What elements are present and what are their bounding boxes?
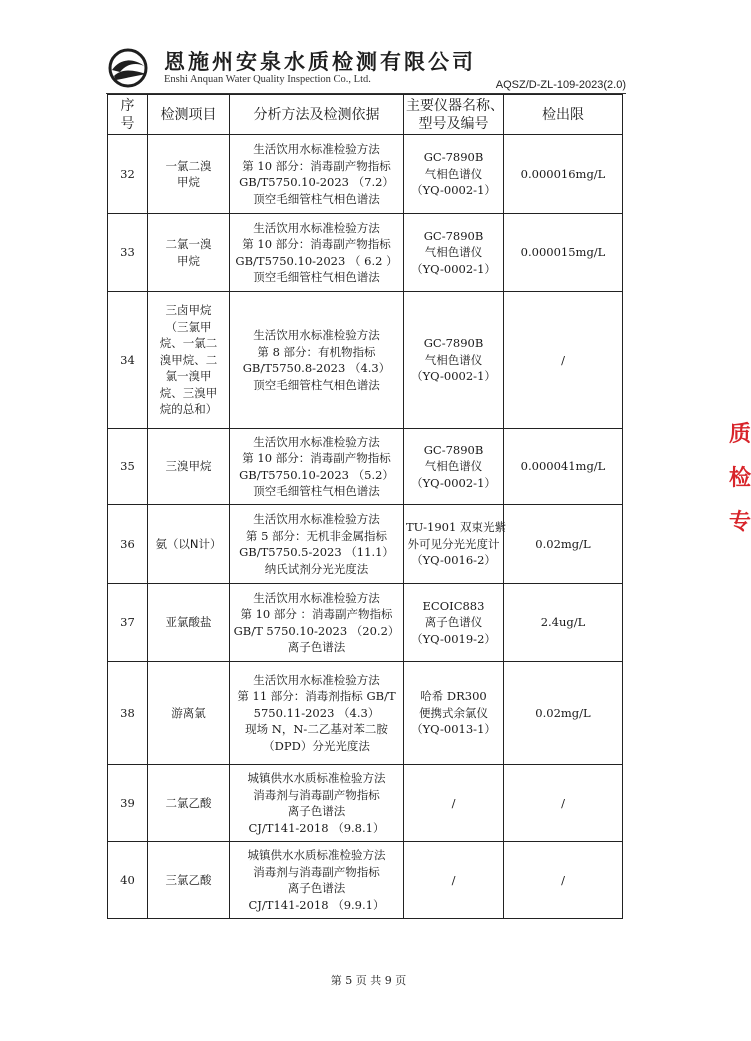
instrument-info: 哈希 DR300 便携式余氯仪 （YQ-0013-1） (404, 662, 504, 765)
table-header-row (108, 95, 623, 135)
header-no: 序 号 (108, 95, 148, 135)
detection-limit: 0.000016mg/L (504, 135, 623, 214)
row-number: 37 (108, 584, 148, 662)
row-number: 34 (108, 292, 148, 429)
method-basis: 生活饮用水标准检验方法 第 8 部分：有机物指标 GB/T5750.8-2023 （4.3） 顶空毛细管柱气相色谱法 (230, 292, 404, 429)
detection-limit: / (504, 842, 623, 919)
method-basis: 生活饮用水标准检验方法 第 10 部分 ：消毒副产物指标 GB/T 5750.10-2023 （20.2） 离子色谱法 (230, 584, 404, 662)
company-name-cn: 恩施州安泉水质检测有限公司 (164, 49, 476, 74)
row-number: 32 (108, 135, 148, 214)
test-item: 三卤甲烷 （三氯甲 烷、一氯二 溴甲烷、二 氯一溴甲 烷、三溴甲 烷的总和） (148, 292, 230, 429)
method-basis: 城镇供水水质标准检验方法 消毒剂与消毒副产物指标 离子色谱法 CJ/T141-2018 （9.8.1） (230, 765, 404, 842)
row-number: 33 (108, 214, 148, 292)
company-logo-icon (106, 48, 152, 88)
instrument-info: GC-7890B 气相色谱仪 （YQ-0002-1） (404, 429, 504, 505)
header-method: 分析方法及检测依据 (230, 95, 404, 135)
instrument-info: / (404, 842, 504, 919)
detection-limit: 2.4ug/L (504, 584, 623, 662)
test-item: 亚氯酸盐 (148, 584, 230, 662)
method-basis: 生活饮用水标准检验方法 第 11 部分：消毒剂指标 GB/T 5750.11-2023 （4.3） 现场 N，N-二乙基对苯二胺 （DPD）分光光度法 (230, 662, 404, 765)
test-item: 一氯二溴 甲烷 (148, 135, 230, 214)
method-table (107, 94, 623, 919)
document-code: AQSZ/D-ZL-109-2023(2.0) (495, 79, 626, 91)
table-row (108, 292, 623, 429)
page-number: 第 5 页 共 9 页 (330, 974, 407, 987)
test-item: 三氯乙酸 (148, 842, 230, 919)
method-basis: 生活饮用水标准检验方法 第 10 部分：消毒副产物指标 GB/T5750.10-2023 （5.2） 顶空毛细管柱气相色谱法 (230, 429, 404, 505)
method-basis: 生活饮用水标准检验方法 第 10 部分：消毒副产物指标 GB/T5750.10-2023 （7.2） 顶空毛细管柱气相色谱法 (230, 135, 404, 214)
table-row (108, 765, 623, 842)
instrument-info: / (404, 765, 504, 842)
test-item: 游离氯 (148, 662, 230, 765)
table-row (108, 584, 623, 662)
instrument-info: ECOIC883 离子色谱仪 （YQ-0019-2） (404, 584, 504, 662)
detection-limit: / (504, 292, 623, 429)
table-row (108, 429, 623, 505)
red-seal-stamp: 质 检 专 (729, 421, 751, 535)
table-row (108, 135, 623, 214)
instrument-info: GC-7890B 气相色谱仪 （YQ-0002-1） (404, 135, 504, 214)
header-item: 检测项目 (148, 95, 230, 135)
detection-limit: 0.000015mg/L (504, 214, 623, 292)
instrument-info: TU-1901 双束光紫 外可见分光光度计 （YQ-0016-2） (404, 505, 504, 584)
company-name-en: Enshi Anquan Water Quality Inspection Co., Ltd. (164, 74, 371, 85)
table-row (108, 662, 623, 765)
instrument-info: GC-7890B 气相色谱仪 （YQ-0002-1） (404, 292, 504, 429)
detection-limit: / (504, 765, 623, 842)
row-number: 40 (108, 842, 148, 919)
header-instrument: 主要仪器名称、 型号及编号 (404, 95, 504, 135)
method-basis: 生活饮用水标准检验方法 第 5 部分：无机非金属指标 GB/T5750.5-2023 （11.1） 纳氏试剂分光光度法 (230, 505, 404, 584)
table-row (108, 842, 623, 919)
table-row (108, 214, 623, 292)
table-row (108, 505, 623, 584)
row-number: 38 (108, 662, 148, 765)
test-item: 三溴甲烷 (148, 429, 230, 505)
row-number: 36 (108, 505, 148, 584)
test-item: 二氯一溴 甲烷 (148, 214, 230, 292)
detection-limit: 0.02mg/L (504, 662, 623, 765)
row-number: 39 (108, 765, 148, 842)
letterhead (106, 46, 626, 94)
header-limit: 检出限 (504, 95, 623, 135)
detection-limit: 0.02mg/L (504, 505, 623, 584)
method-basis: 城镇供水水质标准检验方法 消毒剂与消毒副产物指标 离子色谱法 CJ/T141-2018 （9.9.1） (230, 842, 404, 919)
instrument-info: GC-7890B 气相色谱仪 （YQ-0002-1） (404, 214, 504, 292)
detection-limit: 0.000041mg/L (504, 429, 623, 505)
test-item: 二氯乙酸 (148, 765, 230, 842)
test-item: 氨（以N计） (148, 505, 230, 584)
row-number: 35 (108, 429, 148, 505)
method-basis: 生活饮用水标准检验方法 第 10 部分：消毒副产物指标 GB/T5750.10-2023 （ 6.2 ） 顶空毛细管柱气相色谱法 (230, 214, 404, 292)
